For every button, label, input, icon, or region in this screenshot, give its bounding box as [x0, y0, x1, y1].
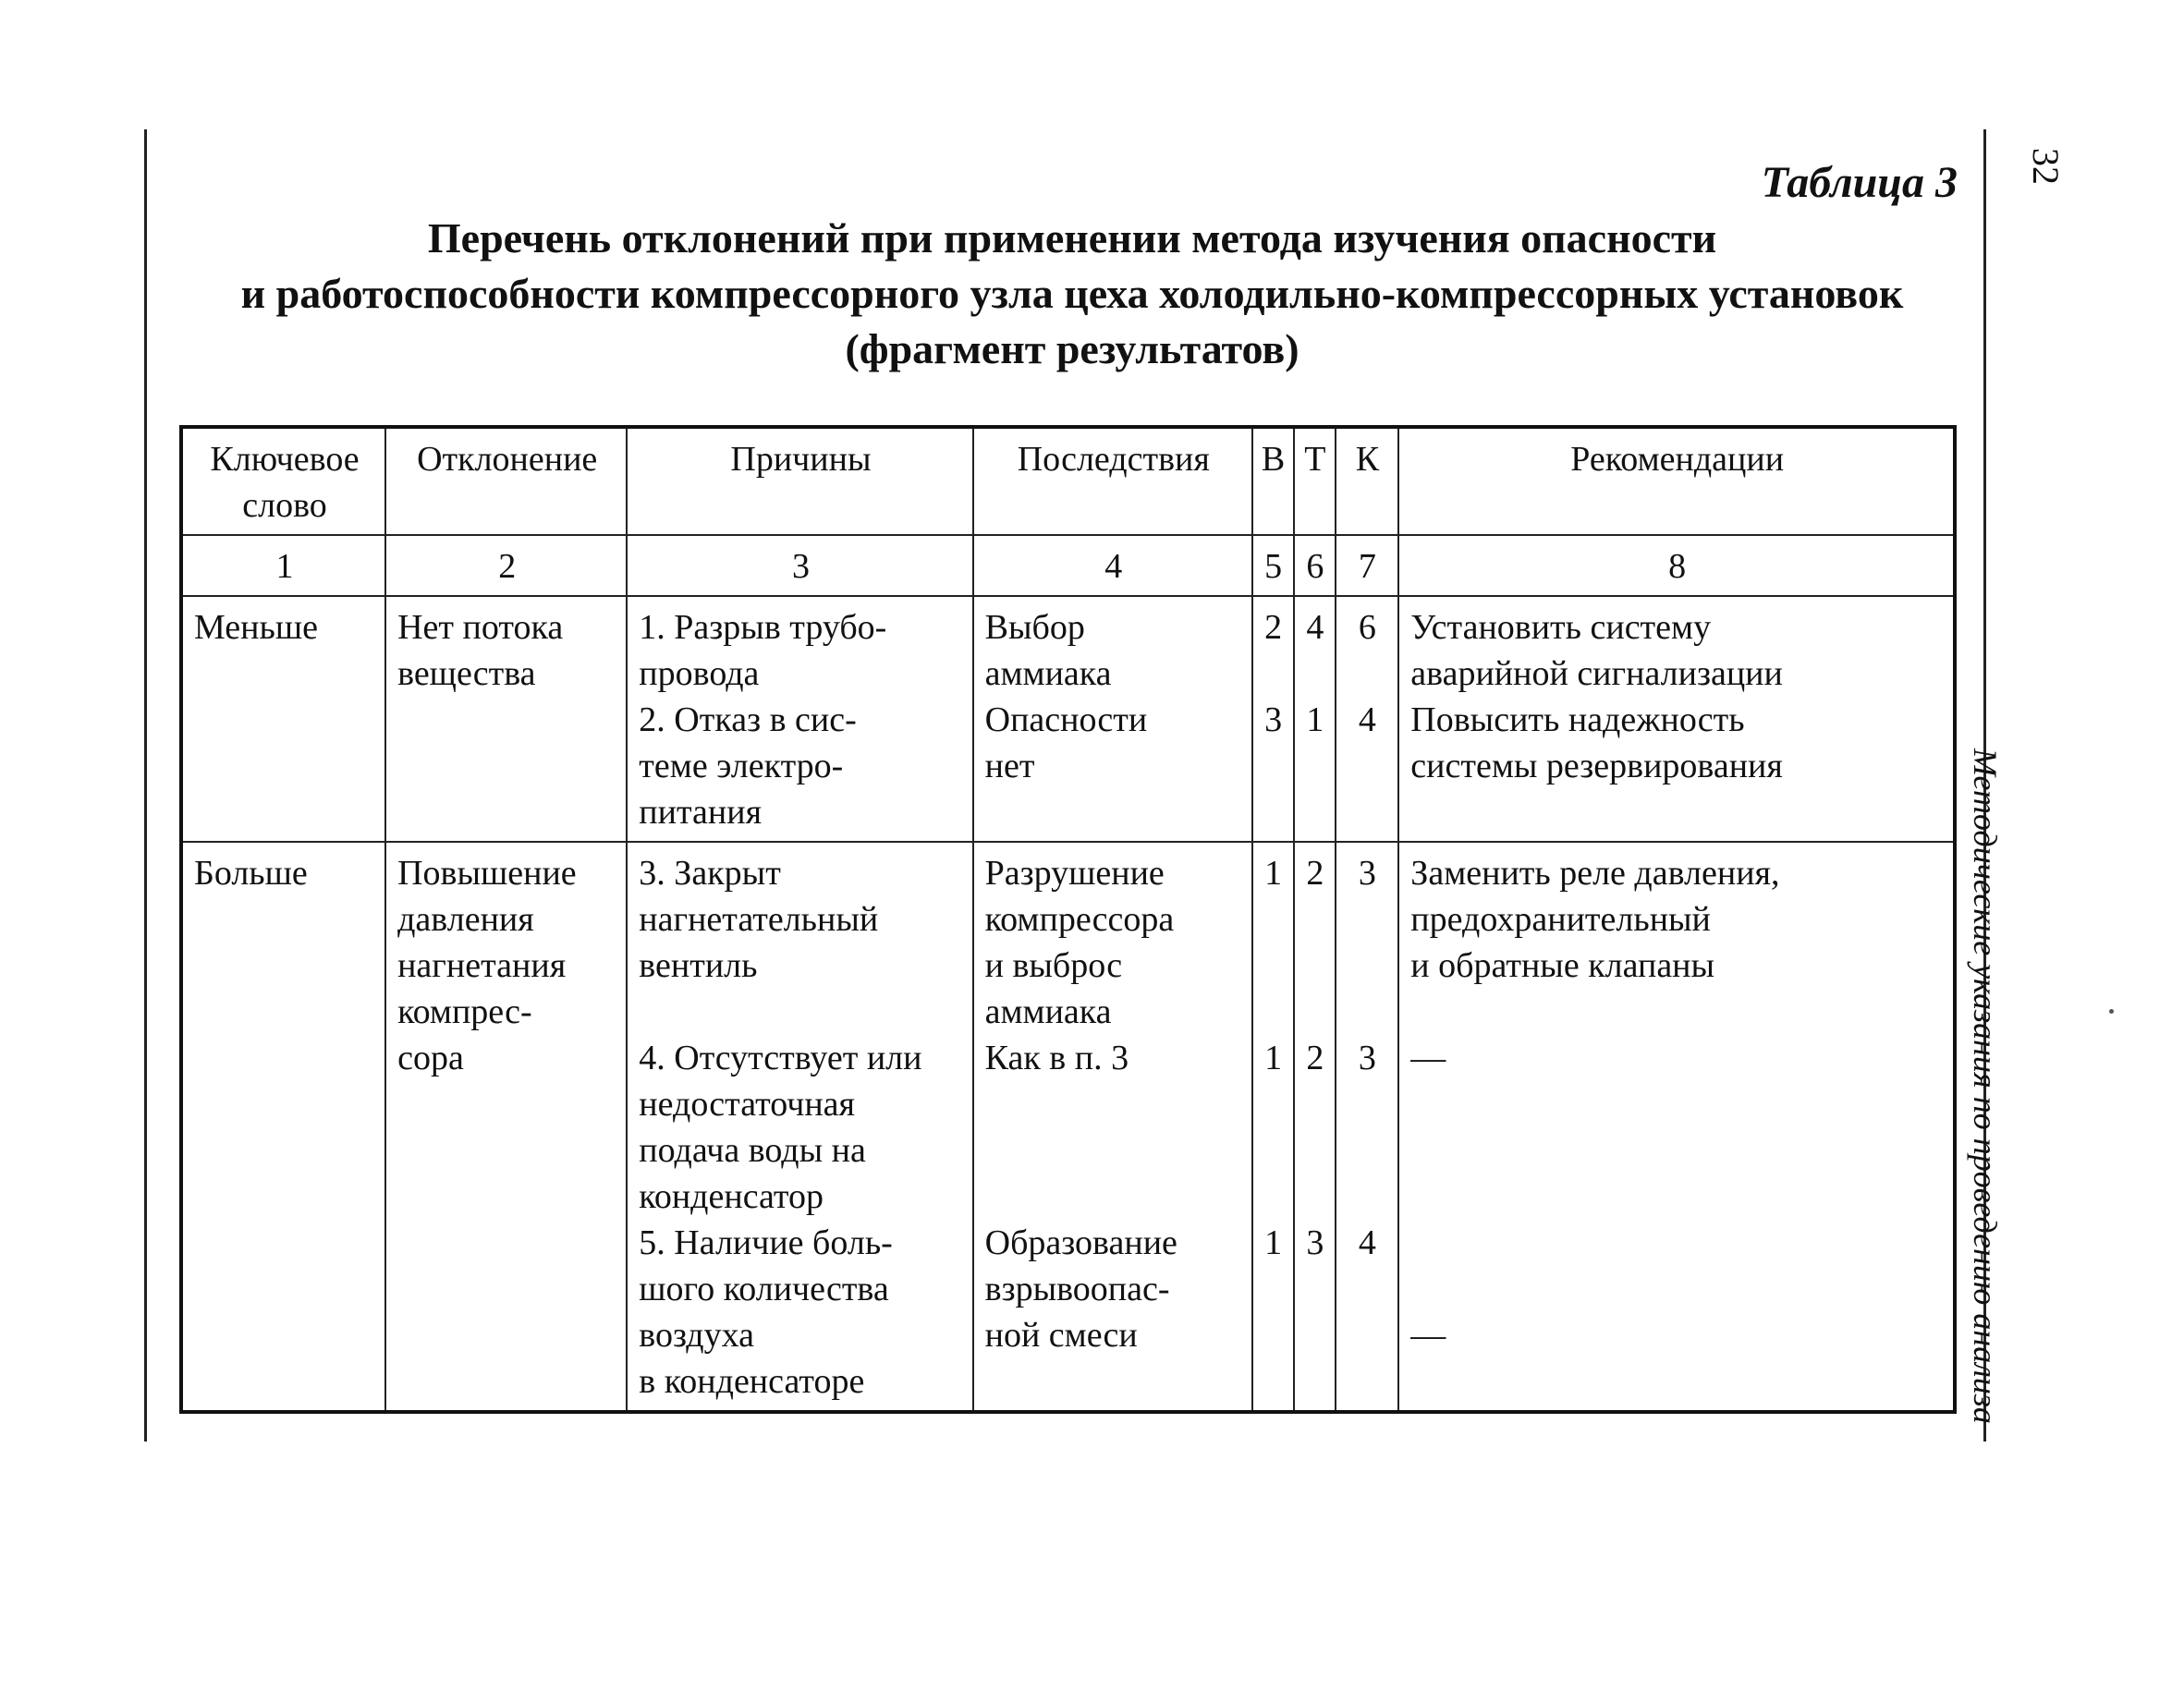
cell-t: 2 2 3: [1294, 842, 1336, 1412]
column-number: 5: [1252, 535, 1294, 596]
cell-causes: 1. Разрыв трубо- провода 2. Отказ в сис- теме электро- питания: [627, 596, 972, 842]
column-number: 7: [1336, 535, 1398, 596]
cell-consequences: Выбор аммиака Опасности нет: [973, 596, 1252, 842]
running-header: Методические указания по проведению анализа: [1967, 748, 2004, 1424]
table-row: [181, 842, 1955, 1412]
left-margin-rule: [144, 129, 147, 1442]
header-causes: Причины: [627, 427, 972, 535]
table-row: [181, 596, 1955, 842]
header-deviation: Отклонение: [385, 427, 627, 535]
column-number: 2: [385, 535, 627, 596]
cell-k: 6 4: [1336, 596, 1398, 842]
cell-keyword: Меньше: [181, 596, 385, 842]
cell-t: 4 1: [1294, 596, 1336, 842]
header-t: Т: [1294, 427, 1336, 535]
column-number: 4: [973, 535, 1252, 596]
deviation-table: [179, 425, 1957, 1414]
cell-recommendations: Заменить реле давления, предохранительный и обратные клапаны — —: [1398, 842, 1955, 1412]
column-number: 8: [1398, 535, 1955, 596]
column-number: 3: [627, 535, 972, 596]
cell-v: 1 1 1: [1252, 842, 1294, 1412]
cell-causes: 3. Закрыт нагнетательный вентиль 4. Отсутствует или недостаточная подача воды на конденсатор 5. Наличие боль- шого количества воздуха в конденсаторе: [627, 842, 972, 1412]
page-number: 32: [2025, 148, 2067, 185]
header-keyword: Ключевое слово: [181, 427, 385, 535]
header-v: В: [1252, 427, 1294, 535]
cell-deviation: Повышение давления нагнетания компрес- сора: [385, 842, 627, 1412]
header-recommendations: Рекомендации: [1398, 427, 1955, 535]
cell-keyword: Больше: [181, 842, 385, 1412]
column-number: 1: [181, 535, 385, 596]
cell-deviation: Нет потока вещества: [385, 596, 627, 842]
column-number-row: [181, 535, 1955, 596]
cell-recommendations: Установить систему аварийной сигнализации Повысить надежность системы резервирования: [1398, 596, 1955, 842]
cell-v: 2 3: [1252, 596, 1294, 842]
header-consequences: Последствия: [973, 427, 1252, 535]
table-label: Таблица 3: [1761, 158, 1958, 207]
table-title: Перечень отклонений при применении метода изучения опасности и работоспособности компрессорного узла цеха холодильно-компрессорных установок (фрагмент результатов): [240, 214, 1904, 372]
header-k: К: [1336, 427, 1398, 535]
speck-mark: [2109, 1009, 2114, 1014]
column-number: 6: [1294, 535, 1336, 596]
cell-consequences: Разрушение компрессора и выброс аммиака Как в п. 3 Образование взрывоопас- ной смеси: [973, 842, 1252, 1412]
cell-k: 3 3 4: [1336, 842, 1398, 1412]
header-row: [181, 427, 1955, 535]
